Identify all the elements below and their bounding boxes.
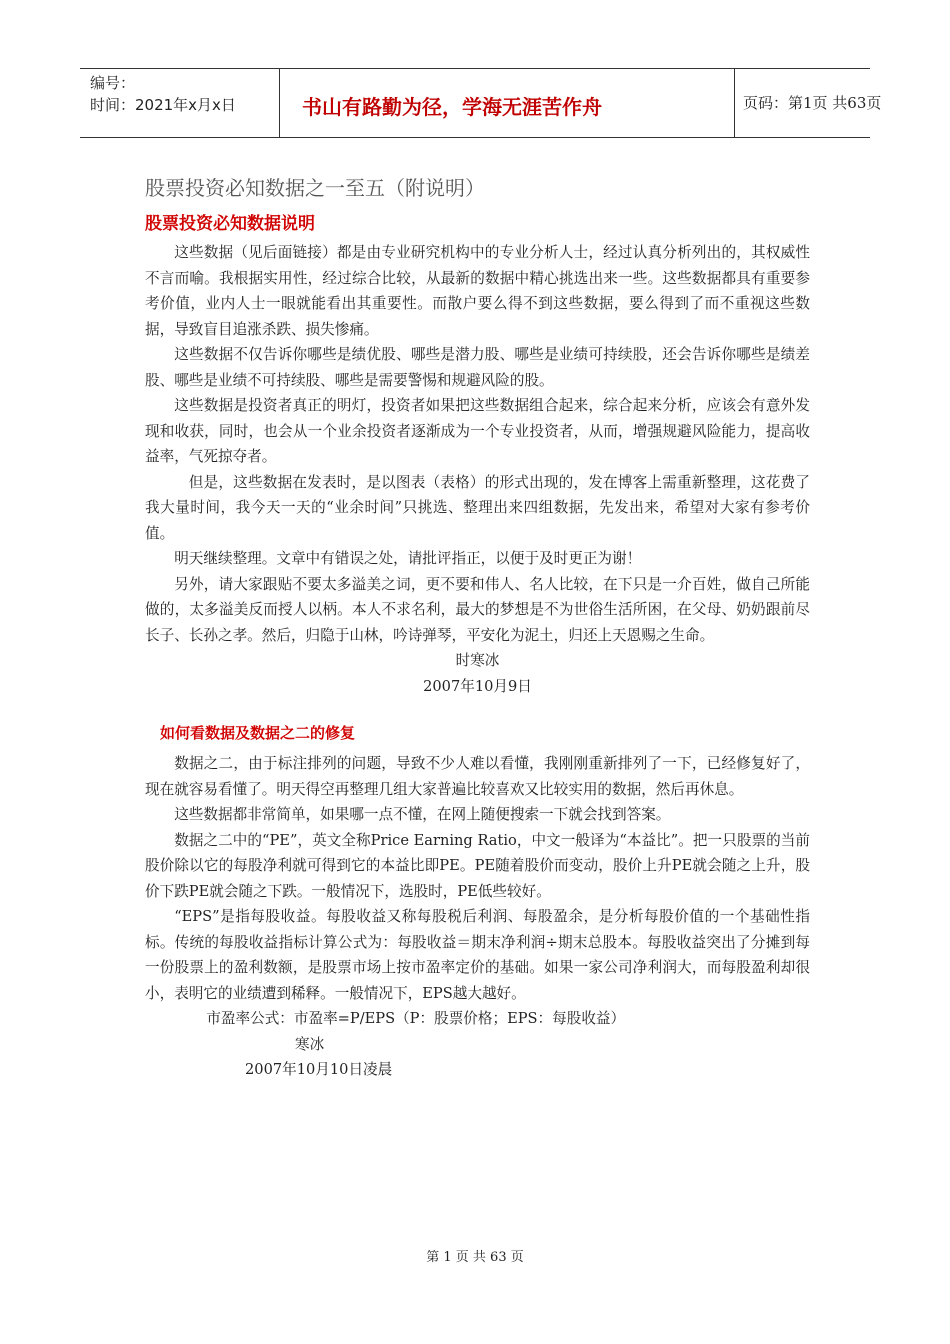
signature: 时寒冰: [455, 652, 500, 669]
time-label: 时间：2021年x月x日: [90, 96, 236, 114]
page-code: 页码：第1页 共63页: [743, 94, 882, 112]
document-header: [80, 68, 882, 138]
number-label: 编号：: [90, 74, 136, 92]
paragraph: 数据之二中的“PE”，英文全称Price Earning Ratio，中文一般译为“本益比”。把一只股票的当前股价除以它的每股净利就可得到它的本益比即PE。PE随着股价而变动，股价上升PE就会随之上升，股价下跌PE就会随之下跌。一般情况下，选股时，PE低些较好。: [145, 831, 810, 900]
paragraph: 另外，请大家跟贴不要太多溢美之词，更不要和伟人、名人比较，在下只是一介百姓，做自己所能做的，太多溢美反而授人以柄。本人不求名利，最大的梦想是不为世俗生活所困，在父母、奶奶跟前尽长子、长孙之孝。然后，归隐于山林，吟诗弹琴，平安化为泥土，归还上天恩赐之生命。: [145, 575, 810, 644]
document-title: 股票投资必知数据之一至五（附说明）: [145, 176, 485, 200]
header-motto-cell: [280, 69, 735, 137]
header-meta: [80, 69, 280, 137]
section-1-body: [145, 240, 810, 699]
paragraph: 这些数据是投资者真正的明灯，投资者如果把这些数据组合起来，综合起来分析，应该会有意外发现和收获，同时，也会从一个业余投资者逐渐成为一个专业投资者，从而，增强规避风险能力，提高收益率，气死掠夺者。: [145, 397, 810, 465]
formula-line: 市盈率公式：市盈率=P/EPS（P：股票价格；EPS：每股收益）: [206, 1010, 626, 1027]
signature: 寒冰: [295, 1035, 325, 1053]
paragraph: 明天继续整理。文章中有错误之处，请批评指正，以便于及时更正为谢！: [174, 550, 642, 567]
section-heading-1: 股票投资必知数据说明: [145, 214, 315, 234]
paragraph: 这些数据（见后面链接）都是由专业研究机构中的专业分析人士，经过认真分析列出的，其权威性不言而喻。我根据实用性，经过综合比较，从最新的数据中精心挑选出来一些。这些数据都具有重要参考价值，业内人士一眼就能看出其重要性。而散户要么得不到这些数据，要么得到了而不重视这些数据，导致盲目追涨杀跌、损失惨痛。: [145, 244, 810, 338]
paragraph: 数据之二，由于标注排列的问题，导致不少人难以看懂，我刚刚重新排列了一下，已经修复好了，现在就容易看懂了。明天得空再整理几组大家普遍比较喜欢又比较实用的数据，然后再休息。: [145, 755, 810, 798]
paragraph: “EPS”是指每股收益。每股收益又称每股税后利润、每股盈余，是分析每股价值的一个基础性指标。传统的每股收益指标计算公式为：每股收益＝期末净利润÷期末总股本。每股收益突出了分摊到每一份股票上的盈利数额，是股票市场上按市盈率定价的基础。如果一家公司净利润大，而每股盈利却很小，表明它的业绩遭到稀释。一般情况下，EPS越大越好。: [145, 908, 810, 1002]
section-heading-2: 如何看数据及数据之二的修复: [160, 724, 356, 742]
paragraph: 但是，这些数据在发表时，是以图表（表格）的形式出现的，发在博客上需重新整理，这花费了我大量时间，我今天一天的“业余时间”只挑选、整理出来四组数据，先发出来，希望对大家有参考价值。: [145, 473, 810, 542]
page-footer: 第 1 页 共 63 页: [426, 1250, 524, 1265]
motto: 书山有路勤为径，学海无涯苦作舟: [302, 95, 602, 119]
paragraph: 这些数据不仅告诉你哪些是绩优股、哪些是潜力股、哪些是业绩可持续股，还会告诉你哪些是绩差股、哪些是业绩不可持续股、哪些是需要警惕和规避风险的股。: [145, 346, 810, 389]
signature-date: 2007年10月9日: [423, 677, 532, 695]
paragraph: 这些数据都非常简单，如果哪一点不懂，在网上随便搜索一下就会找到答案。: [174, 806, 671, 823]
signature-date: 2007年10月10日凌晨: [245, 1061, 393, 1078]
section-2-body: [145, 751, 810, 1083]
